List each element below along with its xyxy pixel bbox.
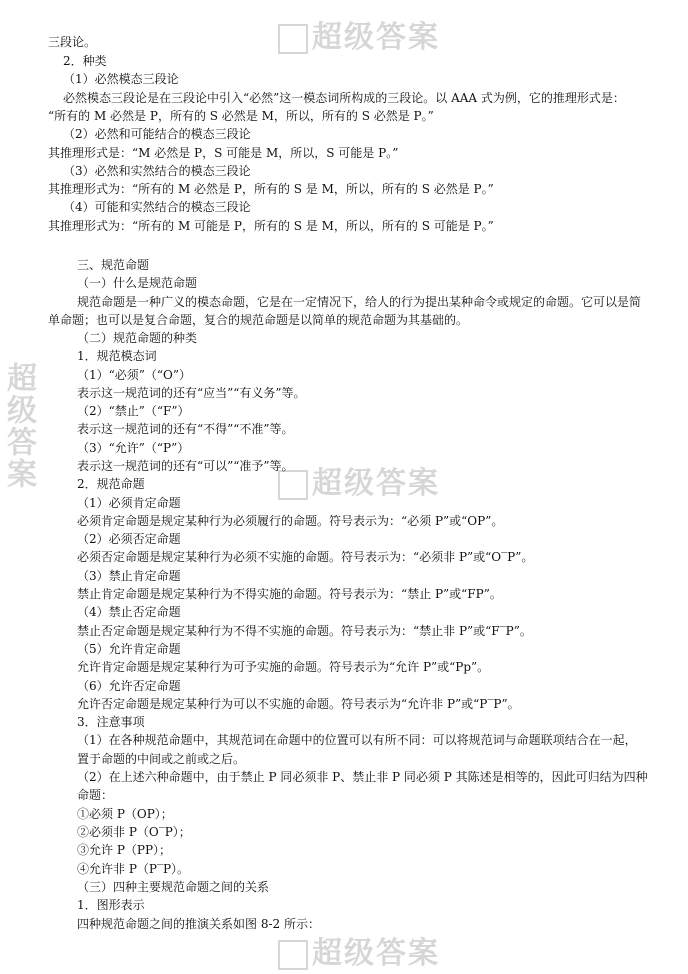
watermark-text: 超级答案 bbox=[312, 936, 440, 971]
list-item-heading: （2）必须否定命题 bbox=[77, 532, 181, 546]
section-heading: 2．种类 bbox=[63, 54, 107, 68]
paragraph-line: 其推理形式是：“M 必然是 P，S 可能是 M，所以，S 可能是 P。” bbox=[48, 146, 399, 160]
qr-icon bbox=[278, 470, 308, 500]
watermark-text: 超级答案 bbox=[312, 20, 440, 55]
list-item-heading: （3）“允许”（“P”） bbox=[77, 441, 190, 455]
subsection-heading: （4）可能和实然结合的模态三段论 bbox=[63, 200, 251, 214]
watermark-text: 超级答案 bbox=[312, 466, 440, 501]
paragraph-line: 单命题；也可以是复合命题，复合的规范命题是以简单的规范命题为其基础的。 bbox=[48, 313, 469, 327]
paragraph-line: 置于命题的中间或之前或之后。 bbox=[77, 752, 246, 766]
paragraph-line: 其推理形式为：“所有的 M 可能是 P，所有的 S 是 M，所以，所有的 S 可能是 P。” bbox=[48, 219, 494, 233]
paragraph-line: 必须否定命题是规定某种行为必须不实施的命题。符号表示为：“必须非 P”或“O‾P”。 bbox=[77, 550, 534, 564]
subsection-heading: 3．注意事项 bbox=[77, 715, 145, 729]
section-heading: （一）什么是规范命题 bbox=[77, 276, 198, 290]
subsection-heading: 1．规范模态词 bbox=[77, 349, 157, 363]
paragraph-line: （1）在各种规范命题中，其规范词在命题中的位置可以有所不同：可以将规范词与命题联项结合在一起， bbox=[77, 733, 637, 747]
list-item: ①必须 P（OP）； bbox=[77, 807, 173, 821]
list-item-heading: （1）“必须”（“O”） bbox=[77, 368, 192, 382]
subsection-heading: （3）必然和实然结合的模态三段论 bbox=[63, 164, 251, 178]
paragraph-line: 规范命题是一种广义的模态命题，它是在一定情况下，给人的行为提出某种命令或规定的命题。它可以是简 bbox=[77, 295, 642, 309]
list-item-heading: （1）必须肯定命题 bbox=[77, 496, 181, 510]
subsection-heading: （2）必然和可能结合的模态三段论 bbox=[63, 127, 251, 141]
paragraph-line: 必然模态三段论是在三段论中引入“必然”这一模态词所构成的三段论。以 AAA 式为例，它的推理形式是： bbox=[63, 91, 625, 105]
paragraph-line: 禁止肯定命题是规定某种行为不得实施的命题。符号表示为：“禁止 P”或“FP”。 bbox=[77, 587, 502, 601]
qr-icon bbox=[278, 940, 308, 970]
paragraph-line: 表示这一规范词的还有“应当”“有义务”等。 bbox=[77, 386, 306, 400]
section-heading: （三）四种主要规范命题之间的关系 bbox=[77, 880, 270, 894]
paragraph-line: 四种规范命题之间的推演关系如图 8-2 所示： bbox=[77, 917, 320, 931]
watermark-middle bbox=[278, 458, 440, 502]
paragraph-line: 允许否定命题是规定某种行为可以不实施的命题。符号表示为“允许非 P”或“P‾P”。 bbox=[77, 697, 520, 711]
watermark-bottom bbox=[278, 928, 440, 972]
list-item-heading: （2）“禁止”（“F”） bbox=[77, 404, 190, 418]
list-item-heading: （5）允许肯定命题 bbox=[77, 642, 181, 656]
watermark-top bbox=[278, 12, 440, 56]
paragraph-line: 允许肯定命题是规定某种行为可予实施的命题。符号表示为“允许 P”或“Pp”。 bbox=[77, 660, 490, 674]
paragraph-line: 表示这一规范词的还有“不得”“不准”等。 bbox=[77, 422, 294, 436]
section-heading: （二）规范命题的种类 bbox=[77, 331, 198, 345]
watermark-left bbox=[0, 362, 40, 490]
paragraph-line: 表示这一规范词的还有“可以”“准予”等。 bbox=[77, 459, 294, 473]
text-line: 三段论。 bbox=[48, 35, 97, 49]
qr-icon bbox=[278, 24, 308, 54]
list-item: ②必须非 P（O‾P）； bbox=[77, 825, 191, 839]
paragraph-line: 禁止否定命题是规定某种行为不得不实施的命题。符号表示为：“禁止非 P”或“F‾P”。 bbox=[77, 624, 532, 638]
list-item: ③允许 P（PP）； bbox=[77, 843, 172, 857]
paragraph-line: （2）在上述六种命题中，由于禁止 P 同必须非 P、禁止非 P 同必须 P 其陈述是相等的，因此可归结为四种 bbox=[77, 770, 648, 784]
paragraph-line: 其推理形式为：“所有的 M 必然是 P，所有的 S 是 M，所以，所有的 S 必然是 P。” bbox=[48, 182, 494, 196]
chapter-heading: 三、规范命题 bbox=[77, 258, 150, 272]
list-item-heading: （3）禁止肯定命题 bbox=[77, 569, 181, 583]
subsection-heading: 1．图形表示 bbox=[77, 898, 145, 912]
paragraph-line: 必须肯定命题是规定某种行为必须履行的命题。符号表示为：“必须 P”或“OP”。 bbox=[77, 514, 504, 528]
list-item-heading: （4）禁止否定命题 bbox=[77, 605, 181, 619]
list-item: ④允许非 P（P‾P）。 bbox=[77, 862, 190, 876]
list-item-heading: （6）允许否定命题 bbox=[77, 679, 181, 693]
paragraph-line: “所有的 M 必然是 P，所有的 S 必然是 M，所以，所有的 S 必然是 P。” bbox=[48, 109, 434, 123]
watermark-text: 超级答案 bbox=[1, 362, 36, 490]
subsection-heading: （1）必然模态三段论 bbox=[63, 72, 179, 86]
paragraph-line: 命题： bbox=[77, 788, 114, 802]
subsection-heading: 2．规范命题 bbox=[77, 477, 145, 491]
